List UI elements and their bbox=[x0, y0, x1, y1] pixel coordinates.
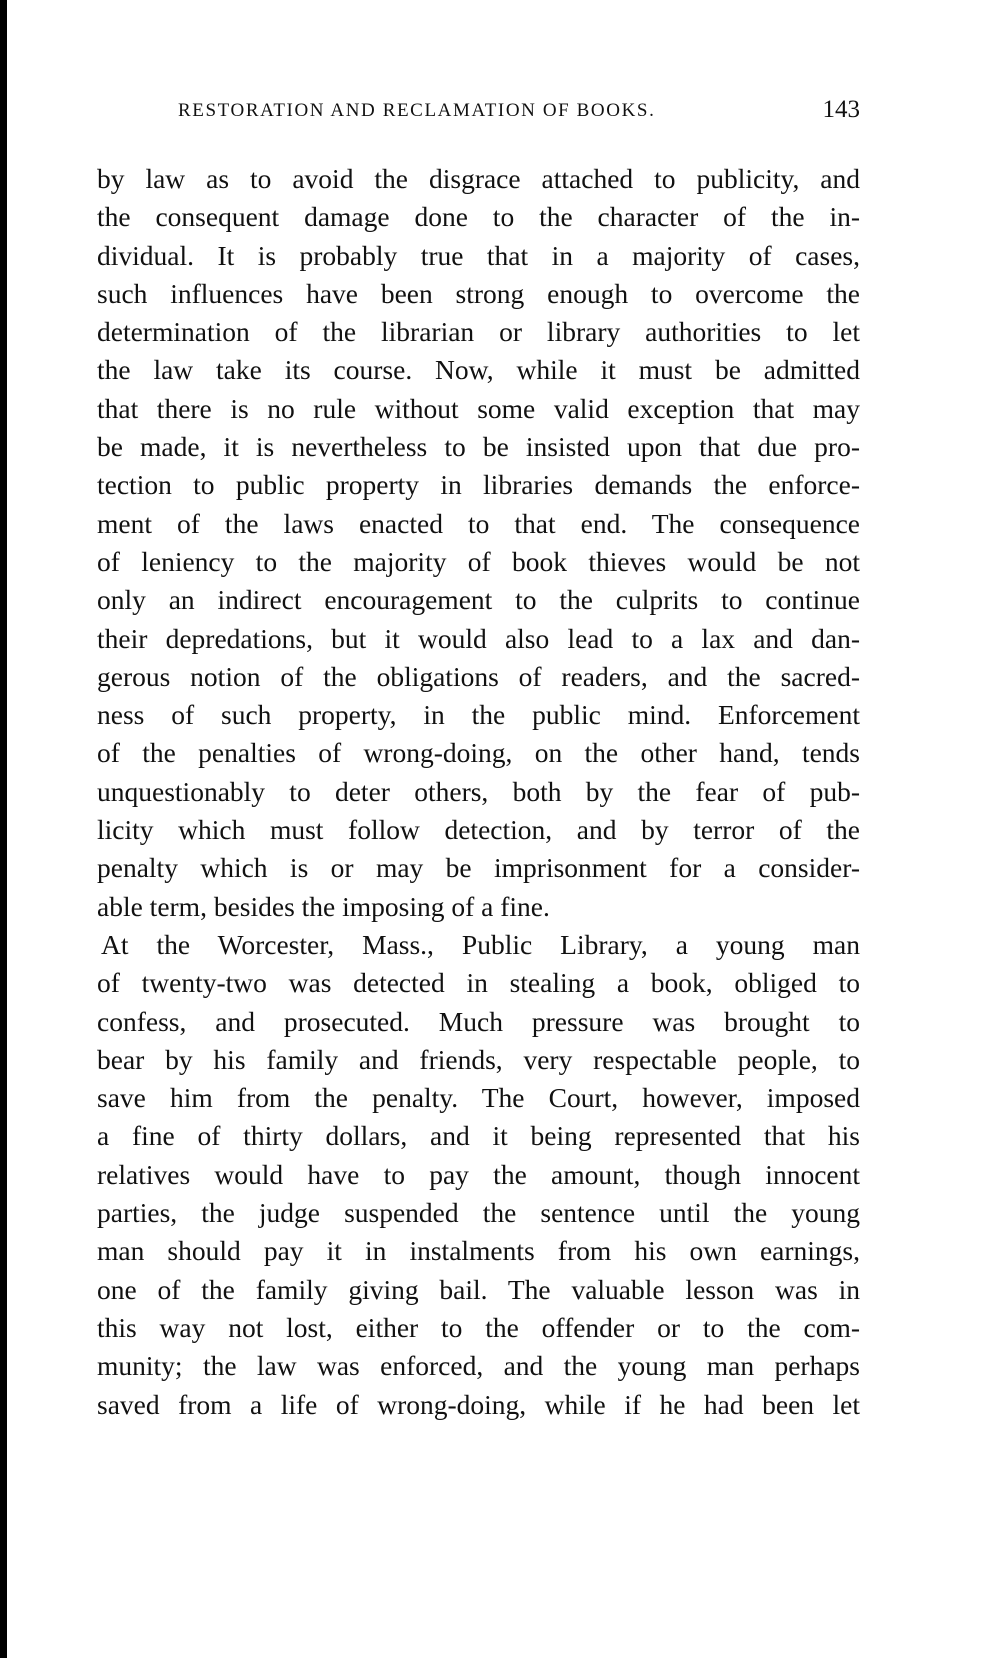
text-line: only an indirect encouragement to the culprits to continue bbox=[97, 584, 860, 616]
text-line: be made, it is nevertheless to be insisted upon that due pro- bbox=[97, 431, 860, 463]
paragraph bbox=[97, 926, 860, 1424]
text-line: save him from the penalty. The Court, however, imposed bbox=[97, 1082, 860, 1114]
text-line: parties, the judge suspended the sentence until the young bbox=[97, 1197, 860, 1229]
text-line: ness of such property, in the public mind. Enforcement bbox=[97, 699, 860, 731]
text-line: a fine of thirty dollars, and it being represented that his bbox=[97, 1120, 860, 1152]
text-line: the consequent damage done to the character of the in- bbox=[97, 201, 860, 233]
body-text bbox=[97, 160, 860, 1424]
text-line: unquestionably to deter others, both by the fear of pub- bbox=[97, 775, 860, 807]
text-line: this way not lost, either to the offender or to the com- bbox=[97, 1311, 860, 1343]
text-line: able term, besides the imposing of a fine. bbox=[97, 890, 550, 922]
text-line: the law take its course. Now, while it must be admitted bbox=[97, 354, 860, 386]
text-line: saved from a life of wrong-doing, while if he had been let bbox=[97, 1388, 860, 1420]
text-line: At the Worcester, Mass., Public Library, a young man bbox=[101, 928, 860, 960]
text-line: their depredations, but it would also lead to a lax and dan- bbox=[97, 622, 860, 654]
text-line: of twenty-two was detected in stealing a book, obliged to bbox=[97, 967, 860, 999]
text-line: tection to public property in libraries demands the enforce- bbox=[97, 469, 860, 501]
text-line: that there is no rule without some valid exception that may bbox=[97, 392, 860, 424]
text-line: dividual. It is probably true that in a majority of cases, bbox=[97, 239, 860, 271]
text-line: ment of the laws enacted to that end. The consequence bbox=[97, 507, 860, 539]
running-title: RESTORATION AND RECLAMATION OF BOOKS. bbox=[178, 100, 656, 121]
text-line: confess, and prosecuted. Much pressure was brought to bbox=[97, 1005, 860, 1037]
text-line: man should pay it in instalments from his own earnings, bbox=[97, 1235, 860, 1267]
text-line: munity; the law was enforced, and the young man perhaps bbox=[97, 1350, 860, 1382]
running-header bbox=[178, 96, 860, 128]
text-line: one of the family giving bail. The valuable lesson was in bbox=[97, 1273, 860, 1305]
text-line: of the penalties of wrong-doing, on the other hand, tends bbox=[97, 737, 860, 769]
text-line: such influences have been strong enough to overcome the bbox=[97, 277, 860, 309]
text-line: determination of the librarian or library authorities to let bbox=[97, 316, 860, 348]
text-line: penalty which is or may be imprisonment for a consider- bbox=[97, 852, 860, 884]
scan-edge bbox=[0, 0, 7, 1658]
text-line: by law as to avoid the disgrace attached to publicity, and bbox=[97, 163, 860, 194]
text-line: of leniency to the majority of book thieves would be not bbox=[97, 545, 860, 577]
page-number: 143 bbox=[822, 96, 860, 123]
text-line: bear by his family and friends, very respectable people, to bbox=[97, 1043, 860, 1075]
text-line: licity which must follow detection, and by terror of the bbox=[97, 814, 860, 846]
text-line: relatives would have to pay the amount, though innocent bbox=[97, 1158, 860, 1190]
paragraph bbox=[97, 160, 860, 926]
text-line: gerous notion of the obligations of readers, and the sacred- bbox=[97, 660, 860, 692]
